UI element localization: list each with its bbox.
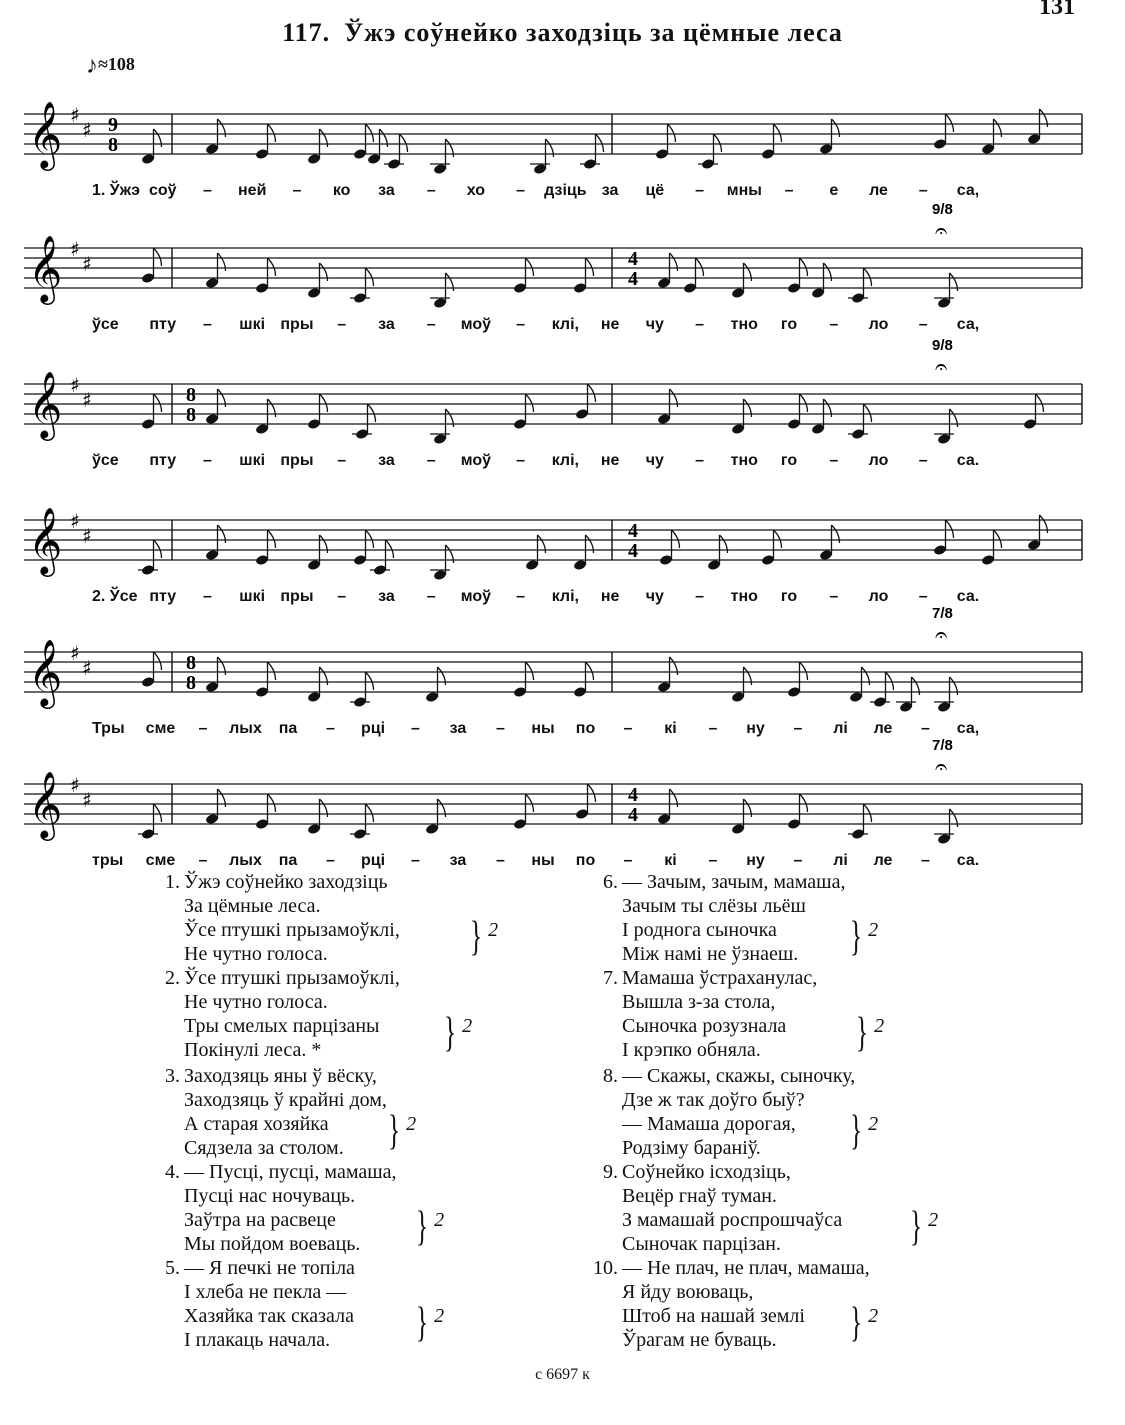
eighth-note-icon: ♪ — [86, 53, 98, 79]
lyrics-line — [0, 600, 1125, 750]
verse-line: З мамашай роспрошчаўса — [622, 1209, 843, 1231]
lyric-syllable: цё — [645, 182, 665, 199]
lyric-syllable: дзіць — [544, 182, 587, 199]
music-system — [0, 332, 1125, 482]
repeat-count: 2 — [488, 919, 499, 941]
lyric-syllable: – — [203, 588, 212, 605]
lyric-syllable: шкі — [239, 316, 266, 333]
verse — [165, 870, 400, 966]
lyric-syllable: – — [921, 720, 930, 737]
verse-line: Ўжэ соўнейко заходзіць — [184, 871, 388, 893]
lyric-syllable: соў — [148, 182, 177, 199]
lyric-syllable: моў — [460, 588, 492, 605]
lyric-syllable: ну — [746, 852, 765, 869]
lyric-syllable: – — [921, 852, 930, 869]
lyric-syllable: – — [918, 316, 928, 333]
lyric-syllable: клі, — [551, 452, 579, 469]
verse-line: Вышла з-за стола, — [622, 991, 776, 1013]
verse-line: — Скажы, скажы, сыночку, — [622, 1065, 856, 1087]
lyric-syllable: тно — [730, 588, 758, 605]
verse-line: Сыночак парцізан. — [622, 1233, 781, 1255]
lyric-syllable: ну — [746, 720, 765, 737]
sharp-icon: ♯ — [70, 509, 80, 533]
verse-number: 9. — [603, 1161, 618, 1183]
verse — [593, 1256, 870, 1352]
verse-line: Сыночка розузнала — [622, 1015, 787, 1037]
verse-line: — Пусці, пусці, мамаша, — [184, 1161, 397, 1183]
verse-line: І роднога сыночка — [622, 919, 777, 941]
lyrics-line — [0, 196, 1125, 346]
lyric-syllable: па — [278, 720, 298, 737]
repeat-count: 2 — [434, 1209, 445, 1231]
lyric-syllable: – — [918, 588, 928, 605]
lyric-syllable: – — [198, 720, 208, 737]
time-signature: 4 — [628, 520, 638, 542]
lyric-syllable: – — [426, 182, 436, 199]
lyric-syllable: шкі — [239, 588, 266, 605]
lyric-syllable: – — [695, 452, 705, 469]
lyric-syllable: кі — [664, 852, 677, 869]
verse — [603, 870, 846, 966]
verse-line: Мамаша ўстраханулас, — [622, 967, 818, 989]
lyric-syllable: пры — [280, 316, 314, 333]
lyric-syllable: – — [337, 588, 347, 605]
music-system — [0, 196, 1125, 346]
lyric-syllable: клі, — [551, 588, 579, 605]
sharp-icon: ♯ — [82, 118, 92, 142]
fermata-icon: 𝄐 — [935, 219, 948, 244]
verse-line: Зачым ты слёзы льёш — [622, 895, 806, 917]
lyric-syllable: – — [203, 316, 212, 333]
lyric-syllable: – — [292, 182, 302, 199]
lyric-syllable: – — [918, 182, 928, 199]
verse-line: — Зачым, зачым, мамаша, — [622, 871, 846, 893]
sharp-icon: ♯ — [82, 788, 92, 812]
fermata-icon: 𝄐 — [935, 355, 948, 380]
lyric-syllable: – — [695, 316, 705, 333]
lyrics-line — [0, 332, 1125, 482]
lyric-syllable: ле — [873, 720, 893, 737]
lyric-syllable: сме — [145, 852, 176, 869]
lyric-syllable: лі — [833, 720, 848, 737]
sharp-icon: ♯ — [70, 773, 80, 797]
lyric-syllable: чу — [645, 452, 664, 469]
time-signature: 4 — [628, 804, 638, 826]
verse-line: Заўтра на расвеце — [184, 1209, 336, 1231]
verse — [165, 966, 400, 1062]
lyric-syllable: за — [449, 720, 467, 737]
music-system — [0, 62, 1125, 212]
sharp-icon: ♯ — [82, 524, 92, 548]
time-signature: 8 — [186, 404, 196, 426]
lyric-syllable: лых — [229, 720, 262, 737]
lyric-syllable: – — [426, 316, 436, 333]
lyric-syllable: Тры — [92, 720, 125, 737]
verse-number: 7. — [603, 967, 618, 989]
lyrics-line — [0, 468, 1125, 618]
lyric-syllable: – — [829, 452, 839, 469]
sharp-icon: ♯ — [82, 252, 92, 276]
verse-line: Не чутно голоса. — [184, 943, 328, 965]
lyric-syllable: – — [829, 588, 839, 605]
lyric-syllable: чу — [645, 316, 664, 333]
lyric-syllable: – — [426, 588, 436, 605]
verse-line: Ўсе птушкі прызамоўклі, — [184, 967, 400, 989]
time-signature: 8 — [186, 384, 196, 406]
lyric-syllable: – — [426, 452, 436, 469]
verse — [165, 1064, 387, 1160]
lyric-syllable: – — [516, 182, 526, 199]
verse — [603, 1160, 843, 1256]
music-system — [0, 468, 1125, 618]
lyric-syllable: са. — [956, 452, 980, 469]
lyric-syllable: пту — [149, 316, 177, 333]
verse-line: Дзе ж так доўго быў? — [622, 1089, 805, 1111]
verse-line: Ўсе птушкі прызамоўклі, — [184, 919, 400, 941]
repeat-count: 2 — [874, 1015, 885, 1037]
verse-line: Мы пойдом воеваць. — [184, 1233, 361, 1255]
lyrics-line — [0, 62, 1125, 212]
brace-glyph: } — [444, 1010, 457, 1056]
fermata-icon: 𝄐 — [935, 623, 948, 648]
music-system — [0, 732, 1125, 882]
lyric-syllable: – — [708, 852, 718, 869]
fermata-icon: 𝄐 — [935, 755, 948, 780]
time-signature: 8 — [186, 652, 196, 674]
lyric-syllable: ўсе — [92, 316, 119, 333]
repeat-brace — [412, 1302, 444, 1344]
lyric-syllable: – — [829, 316, 839, 333]
sharp-icon: ♯ — [70, 237, 80, 261]
verse-number: 5. — [165, 1257, 180, 1279]
time-signature: 4 — [628, 784, 638, 806]
brace-glyph: } — [388, 1108, 401, 1154]
brace-glyph: } — [470, 914, 483, 960]
verse-line: Ўрагам не буваць. — [622, 1329, 777, 1351]
brace-glyph: } — [850, 1108, 863, 1154]
repeat-brace — [846, 916, 878, 958]
time-signature: 4 — [628, 540, 638, 562]
verse-line: Між намі не ўзнаеш. — [622, 943, 799, 965]
verse — [165, 1256, 355, 1352]
catalog-code: с 6697 к — [535, 1366, 590, 1383]
repeat-brace — [440, 1012, 472, 1054]
lyric-syllable: – — [326, 852, 335, 869]
lyric-syllable: лых — [229, 852, 262, 869]
lyric-syllable: – — [516, 588, 526, 605]
repeat-count: 2 — [434, 1305, 445, 1327]
verse-line: Соўнейко ісходзіць, — [622, 1161, 791, 1183]
lyric-syllable: са. — [956, 852, 980, 869]
brace-glyph: } — [910, 1204, 923, 1250]
lyric-syllable: ло — [868, 588, 889, 605]
lyric-syllable: ны — [531, 720, 555, 737]
lyric-syllable: 2. Ўсе — [92, 588, 138, 605]
lyric-syllable: мны — [726, 182, 762, 199]
lyric-syllable: е — [829, 182, 839, 199]
lyric-syllable: ны — [531, 852, 555, 869]
repeat-brace — [384, 1110, 416, 1152]
lyric-syllable: – — [695, 588, 705, 605]
lyric-syllable: пры — [280, 588, 314, 605]
song-title-text: Ўжэ соўнейко заходзіць за цёмные леса — [344, 18, 843, 47]
verse-line: Заходзяць яны ў вёску, — [184, 1065, 377, 1087]
fermata-label: 9/8 — [932, 337, 953, 354]
lyric-syllable: ле — [873, 852, 893, 869]
verse-number: 3. — [165, 1065, 180, 1087]
brace-glyph: } — [856, 1010, 869, 1056]
lyric-syllable: за — [601, 182, 619, 199]
lyric-syllable: кі — [664, 720, 677, 737]
verse-line: Вецёр гнаў туман. — [622, 1185, 777, 1207]
lyric-syllable: рці — [360, 852, 386, 869]
lyric-syllable: – — [337, 316, 347, 333]
lyric-syllable: – — [708, 720, 718, 737]
lyric-syllable: за — [378, 588, 395, 605]
page-number: 131 — [1039, 0, 1075, 20]
repeat-count: 2 — [462, 1015, 473, 1037]
lyric-syllable: – — [337, 452, 347, 469]
verse-number: 10. — [593, 1257, 618, 1279]
lyric-syllable: – — [793, 852, 803, 869]
verse — [165, 1160, 397, 1256]
sharp-icon: ♯ — [70, 103, 80, 127]
song-number: 117. — [282, 18, 331, 47]
repeat-count: 2 — [868, 1113, 879, 1135]
sharp-icon: ♯ — [82, 656, 92, 680]
treble-clef-icon: 𝄞 — [28, 234, 63, 302]
brace-glyph: } — [850, 1300, 863, 1346]
verse-line: Хазяйка так сказала — [184, 1305, 354, 1327]
time-signature: 8 — [108, 134, 118, 156]
lyric-syllable: моў — [460, 452, 492, 469]
verse-number: 4. — [165, 1161, 180, 1183]
repeat-brace — [412, 1206, 444, 1248]
verse-line: І крэпко обняла. — [622, 1039, 761, 1061]
lyric-syllable: ўсе — [92, 452, 119, 469]
lyric-syllable: лі — [833, 852, 848, 869]
verse-number: 1. — [165, 871, 180, 893]
verse-line: Я йду воюваць, — [622, 1281, 754, 1303]
brace-glyph: } — [850, 914, 863, 960]
lyric-syllable: са, — [956, 720, 980, 737]
lyric-syllable: – — [918, 452, 928, 469]
lyric-syllable: клі, — [551, 316, 579, 333]
lyric-syllable: – — [793, 720, 803, 737]
lyric-syllable: ло — [868, 316, 889, 333]
lyric-syllable: – — [203, 452, 212, 469]
lyric-syllable: – — [784, 182, 794, 199]
lyric-syllable: за — [378, 182, 395, 199]
repeat-brace — [466, 916, 498, 958]
verse-line: Не чутно голоса. — [184, 991, 328, 1013]
lyric-syllable: – — [203, 182, 212, 199]
lyric-syllable: – — [695, 182, 705, 199]
verse-number: 8. — [603, 1065, 618, 1087]
lyric-syllable: хо — [466, 182, 486, 199]
lyric-syllable: го — [780, 588, 798, 605]
brace-glyph: } — [416, 1204, 429, 1250]
lyric-syllable: ле — [869, 182, 888, 199]
lyric-syllable: по — [575, 720, 596, 737]
lyric-syllable: – — [198, 852, 208, 869]
lyric-syllable: са, — [956, 182, 980, 199]
lyric-syllable: моў — [460, 316, 492, 333]
repeat-brace — [852, 1012, 884, 1054]
lyric-syllable: тры — [92, 852, 124, 869]
fermata-label: 7/8 — [932, 605, 953, 622]
lyric-syllable: ней — [238, 182, 267, 199]
lyric-syllable: – — [496, 720, 505, 737]
treble-clef-icon: 𝄞 — [28, 100, 63, 168]
lyric-syllable: пту — [149, 452, 177, 469]
time-signature: 8 — [186, 672, 196, 694]
lyrics-line — [0, 732, 1125, 882]
time-signature: 4 — [628, 248, 638, 270]
repeat-count: 2 — [928, 1209, 939, 1231]
verse-line: А старая хозяйка — [184, 1113, 329, 1135]
song-title — [0, 18, 1125, 48]
verse-line: — Не плач, не плач, мамаша, — [622, 1257, 870, 1279]
lyric-syllable: тно — [730, 452, 758, 469]
verse-line: — Мамаша дорогая, — [622, 1113, 796, 1135]
lyric-syllable: – — [411, 852, 420, 869]
lyric-syllable: тно — [730, 316, 758, 333]
lyric-syllable: – — [623, 852, 633, 869]
lyric-syllable: рці — [360, 720, 386, 737]
lyric-syllable: не — [600, 452, 620, 469]
lyric-syllable: – — [516, 316, 526, 333]
lyric-syllable: па — [278, 852, 298, 869]
verse-line: Пусці нас ночуваць. — [184, 1185, 356, 1207]
lyric-syllable: са, — [956, 316, 980, 333]
time-signature: 9 — [108, 114, 118, 136]
repeat-count: 2 — [406, 1113, 417, 1135]
lyric-syllable: не — [600, 316, 620, 333]
lyric-syllable: сме — [145, 720, 176, 737]
lyric-syllable: – — [411, 720, 420, 737]
lyric-syllable: – — [326, 720, 335, 737]
sharp-icon: ♯ — [70, 373, 80, 397]
music-system — [0, 600, 1125, 750]
lyric-syllable: – — [496, 852, 505, 869]
lyric-syllable: за — [378, 452, 395, 469]
verse-line: — Я печкі не топіла — [184, 1257, 355, 1279]
lyric-syllable: 1. Ўжэ — [92, 182, 140, 199]
time-signature: 4 — [628, 268, 638, 290]
verse-line: Тры смелых парцізаны — [184, 1015, 380, 1037]
verse-line: Штоб на нашай землі — [622, 1305, 805, 1327]
lyric-syllable: шкі — [239, 452, 266, 469]
verse-line: І плакаць начала. — [184, 1329, 331, 1351]
verse-line: Сядзела за столом. — [184, 1137, 344, 1159]
lyric-syllable: пры — [280, 452, 314, 469]
brace-glyph: } — [416, 1300, 429, 1346]
verse-line: Покінулі леса. * — [184, 1039, 322, 1061]
lyric-syllable: по — [575, 852, 596, 869]
lyric-syllable: пту — [149, 588, 177, 605]
tempo-value: ≈108 — [98, 54, 135, 74]
lyric-syllable: за — [449, 852, 467, 869]
fermata-label: 7/8 — [932, 737, 953, 754]
verse — [603, 1064, 856, 1160]
verse-number: 6. — [603, 871, 618, 893]
lyric-syllable: – — [516, 452, 526, 469]
treble-clef-icon: 𝄞 — [28, 506, 63, 574]
repeat-brace — [906, 1206, 938, 1248]
treble-clef-icon: 𝄞 — [28, 770, 63, 838]
repeat-brace — [846, 1302, 878, 1344]
verse-line: Родзіму бараніў. — [622, 1137, 761, 1159]
lyric-syllable: ло — [868, 452, 889, 469]
lyric-syllable: ко — [332, 182, 351, 199]
lyric-syllable: го — [780, 452, 798, 469]
verse-line: За цёмные леса. — [184, 895, 321, 917]
repeat-count: 2 — [868, 919, 879, 941]
lyric-syllable: го — [780, 316, 798, 333]
treble-clef-icon: 𝄞 — [28, 638, 63, 706]
verse-number: 2. — [165, 967, 180, 989]
repeat-brace — [846, 1110, 878, 1152]
sharp-icon: ♯ — [70, 641, 80, 665]
verse-line: Заходзяць ў крайні дом, — [184, 1089, 387, 1111]
treble-clef-icon: 𝄞 — [28, 370, 63, 438]
verse — [603, 966, 818, 1062]
fermata-label: 9/8 — [932, 201, 953, 218]
lyric-syllable: са. — [956, 588, 980, 605]
verse-line: І хлеба не пекла — — [184, 1281, 347, 1303]
sharp-icon: ♯ — [82, 388, 92, 412]
repeat-count: 2 — [868, 1305, 879, 1327]
lyric-syllable: чу — [645, 588, 664, 605]
lyric-syllable: – — [623, 720, 633, 737]
lyric-syllable: не — [600, 588, 620, 605]
lyric-syllable: за — [378, 316, 395, 333]
